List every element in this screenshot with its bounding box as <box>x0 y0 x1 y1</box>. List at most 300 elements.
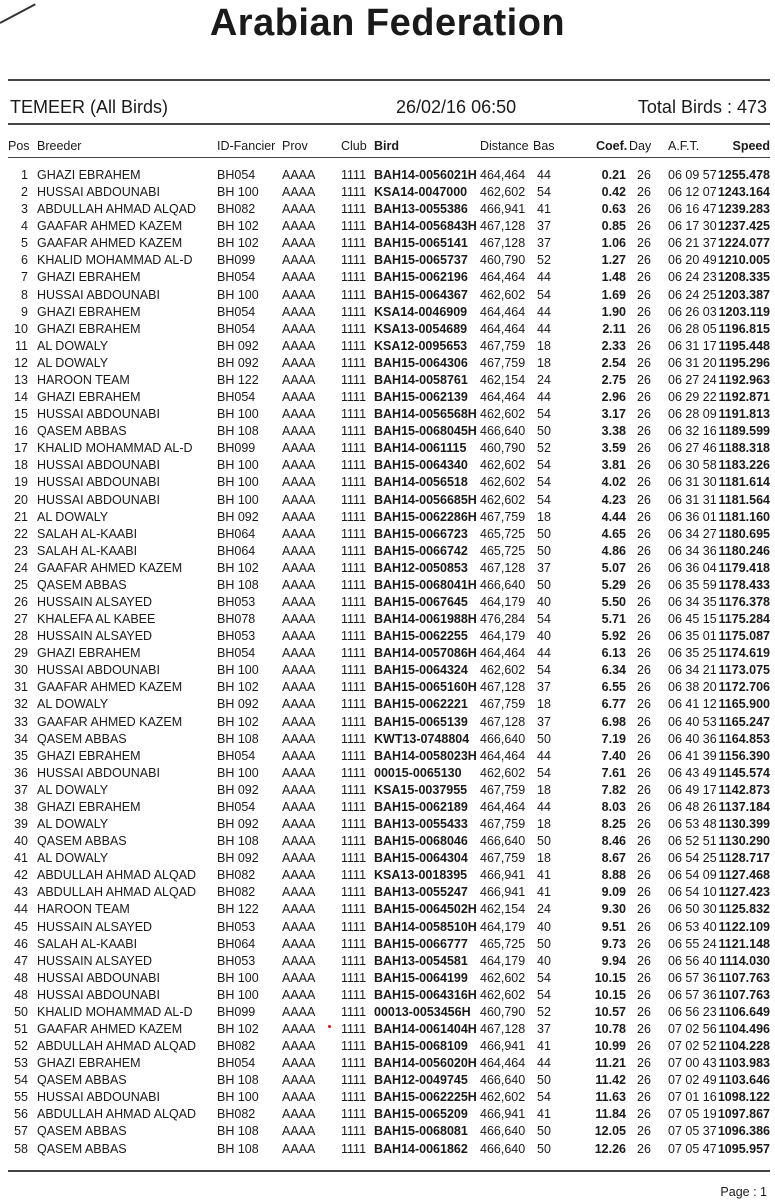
cell-distance: 462,602 <box>480 663 526 678</box>
cell-pos: 39 <box>14 817 28 832</box>
cell-breeder: AL DOWALY <box>37 338 109 353</box>
cell-coef: 9.30 <box>601 902 626 917</box>
cell-aft: 06 27 46 <box>668 441 717 456</box>
cell-club: 1111 <box>341 902 367 917</box>
cell-distance: 462,154 <box>480 902 526 917</box>
ink-dot-mark <box>328 1025 331 1028</box>
cell-aft: 06 56 23 <box>668 1004 717 1019</box>
cell-prov: AAAA <box>282 595 316 609</box>
cell-coef: 5.29 <box>601 577 626 592</box>
cell-breeder: KHALID MOHAMMAD AL-D <box>37 441 193 456</box>
cell-pos: 56 <box>14 1107 28 1122</box>
cell-coef: 9.94 <box>601 953 626 968</box>
cell-breeder: KHALID MOHAMMAD AL-D <box>37 1004 193 1019</box>
cell-id-fancier: BH054 <box>217 390 256 405</box>
cell-breeder: ABDULLAH AHMAD ALQAD <box>37 1107 197 1122</box>
cell-pos: 34 <box>14 731 28 746</box>
cell-id-fancier: BH 108 <box>217 424 259 439</box>
cell-coef: 1.90 <box>601 304 626 319</box>
cell-day: 26 <box>637 270 651 285</box>
cell-id-fancier: BH 092 <box>217 782 259 797</box>
cell-distance: 467,759 <box>480 697 526 712</box>
cell-bas: 54 <box>537 475 551 490</box>
cell-distance: 462,602 <box>480 475 526 490</box>
cell-day: 26 <box>637 219 651 234</box>
cell-aft: 07 05 19 <box>668 1107 717 1122</box>
cell-breeder: HUSSAIN ALSAYED <box>37 595 153 609</box>
cell-speed: 1130.290 <box>718 834 770 849</box>
cell-distance: 464,179 <box>480 629 526 644</box>
cell-prov: AAAA <box>282 782 316 797</box>
cell-distance: 464,464 <box>480 748 526 763</box>
cell-day: 26 <box>637 1141 651 1156</box>
cell-distance: 462,602 <box>480 1090 526 1105</box>
cell-id-fancier: BH082 <box>217 202 256 217</box>
cell-day: 26 <box>637 560 651 575</box>
cell-breeder: AL DOWALY <box>37 355 109 370</box>
cell-club: 1111 <box>341 680 367 695</box>
cell-bas: 44 <box>537 390 551 405</box>
cell-distance: 464,464 <box>480 799 526 814</box>
cell-coef: 10.15 <box>594 987 626 1002</box>
cell-aft: 07 00 43 <box>668 1056 717 1071</box>
cell-breeder: HUSSAI ABDOUNABI <box>37 492 160 507</box>
table-row <box>0 885 775 902</box>
cell-id-fancier: BH054 <box>217 168 256 182</box>
cell-day: 26 <box>637 407 651 422</box>
cell-breeder: HUSSAI ABDOUNABI <box>37 663 160 678</box>
cell-speed: 1192.871 <box>718 390 770 405</box>
cell-coef: 7.19 <box>601 731 626 746</box>
cell-bird: BAH15-0062255 <box>374 629 468 644</box>
table-row <box>0 305 775 322</box>
cell-breeder: HUSSAI ABDOUNABI <box>37 287 160 302</box>
cell-bas: 37 <box>537 236 551 251</box>
cell-prov: AAAA <box>282 714 316 729</box>
cell-bird: BAH15-0062286H <box>374 509 477 524</box>
table-row <box>0 168 775 185</box>
cell-id-fancier: BH054 <box>217 646 256 661</box>
cell-coef: 10.99 <box>594 1039 626 1054</box>
cell-id-fancier: BH 100 <box>217 1090 259 1105</box>
cell-bas: 54 <box>537 612 551 627</box>
cell-prov: AAAA <box>282 1090 316 1105</box>
cell-club: 1111 <box>341 219 367 234</box>
cell-club: 1111 <box>341 970 367 985</box>
cell-coef: 9.09 <box>601 885 626 900</box>
cell-pos: 14 <box>14 390 28 405</box>
cell-prov: AAAA <box>282 321 316 336</box>
cell-id-fancier: BH 102 <box>217 680 259 695</box>
cell-bird: BAH15-0066723 <box>374 526 468 541</box>
cell-distance: 464,464 <box>480 321 526 336</box>
cell-prov: AAAA <box>282 1039 316 1054</box>
cell-coef: 1.48 <box>601 270 626 285</box>
cell-day: 26 <box>637 1090 651 1105</box>
table-row <box>0 322 775 339</box>
cell-club: 1111 <box>341 612 367 627</box>
cell-speed: 1176.378 <box>718 595 770 609</box>
cell-aft: 06 35 59 <box>668 577 717 592</box>
cell-coef: 8.67 <box>601 851 626 866</box>
cell-aft: 06 34 35 <box>668 595 717 609</box>
cell-speed: 1189.599 <box>718 424 770 439</box>
cell-coef: 0.85 <box>601 219 626 234</box>
cell-prov: AAAA <box>282 936 316 951</box>
table-row <box>0 988 775 1005</box>
cell-breeder: GAAFAR AHMED KAZEM <box>37 219 183 234</box>
cell-coef: 3.17 <box>601 407 626 422</box>
cell-bas: 37 <box>537 680 551 695</box>
table-row <box>0 629 775 646</box>
table-row <box>0 817 775 834</box>
cell-bas: 54 <box>537 458 551 473</box>
cell-bas: 37 <box>537 1022 551 1036</box>
cell-club: 1111 <box>341 390 367 405</box>
cell-pos: 19 <box>14 475 28 490</box>
cell-day: 26 <box>637 441 651 456</box>
cell-distance: 467,128 <box>480 560 526 575</box>
cell-id-fancier: BH053 <box>217 595 256 609</box>
cell-day: 26 <box>637 253 651 268</box>
cell-club: 1111 <box>341 1107 367 1122</box>
cell-day: 26 <box>637 236 651 251</box>
cell-id-fancier: BH053 <box>217 629 256 644</box>
cell-bas: 41 <box>537 885 551 900</box>
cell-prov: AAAA <box>282 748 316 763</box>
cell-coef: 3.81 <box>601 458 626 473</box>
cell-day: 26 <box>637 338 651 353</box>
cell-aft: 06 52 51 <box>668 834 717 849</box>
cell-id-fancier: BH 100 <box>217 987 259 1002</box>
cell-coef: 2.54 <box>601 355 626 370</box>
cell-day: 26 <box>637 731 651 746</box>
cell-id-fancier: BH082 <box>217 1039 256 1054</box>
cell-prov: AAAA <box>282 697 316 712</box>
table-row <box>0 732 775 749</box>
table-row <box>0 663 775 680</box>
page-number: Page : 1 <box>720 1185 767 1199</box>
cell-pos: 25 <box>14 577 28 592</box>
cell-club: 1111 <box>341 168 367 182</box>
cell-speed: 1104.228 <box>718 1039 770 1054</box>
cell-pos: 47 <box>14 953 28 968</box>
cell-prov: AAAA <box>282 851 316 866</box>
cell-prov: AAAA <box>282 1056 316 1071</box>
cell-club: 1111 <box>341 817 367 832</box>
cell-distance: 466,640 <box>480 1124 526 1139</box>
cell-distance: 462,602 <box>480 458 526 473</box>
cell-day: 26 <box>637 663 651 678</box>
cell-prov: AAAA <box>282 287 316 302</box>
cell-prov: AAAA <box>282 1073 316 1088</box>
cell-prov: AAAA <box>282 970 316 985</box>
cell-breeder: QASEM ABBAS <box>37 1141 127 1156</box>
cell-distance: 462,154 <box>480 372 526 387</box>
cell-day: 26 <box>637 526 651 541</box>
cell-coef: 1.06 <box>601 236 626 251</box>
cell-bird: BAH13-0054581 <box>374 953 468 968</box>
cell-pos: 44 <box>14 902 28 917</box>
table-row <box>0 185 775 202</box>
cell-distance: 460,790 <box>480 441 526 456</box>
table-row <box>0 612 775 629</box>
cell-day: 26 <box>637 168 651 182</box>
cell-club: 1111 <box>341 1039 367 1054</box>
cell-id-fancier: BH 102 <box>217 1022 259 1036</box>
cell-breeder: AL DOWALY <box>37 782 109 797</box>
cell-breeder: GAAFAR AHMED KAZEM <box>37 236 183 251</box>
cell-coef: 7.61 <box>601 765 626 780</box>
cell-distance: 466,640 <box>480 577 526 592</box>
cell-distance: 464,179 <box>480 953 526 968</box>
cell-pos: 3 <box>21 202 28 217</box>
table-row <box>0 971 775 988</box>
cell-bas: 54 <box>537 407 551 422</box>
cell-breeder: HUSSAIN ALSAYED <box>37 919 153 934</box>
cell-distance: 465,725 <box>480 543 526 558</box>
cell-coef: 6.98 <box>601 714 626 729</box>
cell-day: 26 <box>637 817 651 832</box>
cell-bird: BAH15-0064340 <box>374 458 468 473</box>
cell-distance: 462,602 <box>480 407 526 422</box>
cell-distance: 466,941 <box>480 885 526 900</box>
cell-pos: 43 <box>14 885 28 900</box>
cell-bird: BAH15-0065141 <box>374 236 468 251</box>
cell-id-fancier: BH 092 <box>217 817 259 832</box>
cell-club: 1111 <box>341 236 367 251</box>
cell-bas: 44 <box>537 304 551 319</box>
cell-pos: 13 <box>14 372 28 387</box>
cell-distance: 462,602 <box>480 492 526 507</box>
cell-bird: KSA13-0018395 <box>374 868 468 883</box>
table-row <box>0 578 775 595</box>
cell-distance: 466,640 <box>480 1141 526 1156</box>
col-aft: A.F.T. <box>668 139 700 153</box>
cell-aft: 06 50 30 <box>668 902 717 917</box>
cell-distance: 465,725 <box>480 936 526 951</box>
cell-bas: 18 <box>537 338 551 353</box>
cell-pos: 45 <box>14 919 28 934</box>
cell-bird: BAH15-0062139 <box>374 390 468 405</box>
cell-prov: AAAA <box>282 817 316 832</box>
cell-speed: 1224.077 <box>717 236 770 251</box>
cell-pos: 36 <box>14 765 28 780</box>
table-row <box>0 1022 775 1039</box>
cell-speed: 1181.564 <box>718 492 770 507</box>
table-row <box>0 288 775 305</box>
cell-club: 1111 <box>341 748 367 763</box>
cell-bird: BAH15-0064502H <box>374 902 477 917</box>
cell-prov: AAAA <box>282 526 316 541</box>
cell-speed: 1104.496 <box>718 1022 770 1036</box>
cell-bird: BAH14-0056020H <box>374 1056 477 1071</box>
cell-id-fancier: BH 100 <box>217 970 259 985</box>
cell-prov: AAAA <box>282 1141 316 1156</box>
cell-aft: 06 36 04 <box>668 560 717 575</box>
table-row <box>0 527 775 544</box>
cell-club: 1111 <box>341 287 367 302</box>
cell-pos: 31 <box>14 680 28 695</box>
cell-id-fancier: BH 108 <box>217 1124 259 1139</box>
cell-pos: 26 <box>14 595 28 609</box>
cell-id-fancier: BH 102 <box>217 236 259 251</box>
cell-aft: 06 29 22 <box>668 390 717 405</box>
cell-prov: AAAA <box>282 424 316 439</box>
cell-breeder: GAAFAR AHMED KAZEM <box>37 560 183 575</box>
cell-bas: 52 <box>537 253 551 268</box>
cell-pos: 5 <box>21 236 28 251</box>
cell-coef: 0.63 <box>601 202 626 217</box>
cell-id-fancier: BH 108 <box>217 834 259 849</box>
cell-club: 1111 <box>341 646 367 661</box>
cell-bas: 37 <box>537 560 551 575</box>
cell-pos: 55 <box>14 1090 28 1105</box>
cell-breeder: HAROON TEAM <box>37 902 130 917</box>
cell-pos: 12 <box>14 355 28 370</box>
cell-breeder: GHAZI EBRAHEM <box>37 799 141 814</box>
cell-aft: 06 34 36 <box>668 543 717 558</box>
cell-pos: 30 <box>14 663 28 678</box>
cell-breeder: SALAH AL-KAABI <box>37 526 138 541</box>
cell-bird: BAH15-0065160H <box>374 680 477 695</box>
cell-prov: AAAA <box>282 680 316 695</box>
cell-breeder: GHAZI EBRAHEM <box>37 646 141 661</box>
cell-day: 26 <box>637 595 651 609</box>
cell-id-fancier: BH 102 <box>217 560 259 575</box>
cell-distance: 462,602 <box>480 287 526 302</box>
table-row <box>0 954 775 971</box>
cell-prov: AAAA <box>282 1124 316 1139</box>
cell-speed: 1191.813 <box>718 407 770 422</box>
cell-club: 1111 <box>341 560 367 575</box>
cell-breeder: AL DOWALY <box>37 509 109 524</box>
cell-bird: BAH15-0064367 <box>374 287 468 302</box>
cell-speed: 1175.087 <box>718 629 770 644</box>
table-row <box>0 493 775 510</box>
cell-bas: 54 <box>537 287 551 302</box>
cell-aft: 06 54 09 <box>668 868 717 883</box>
cell-pos: 22 <box>14 526 28 541</box>
cell-id-fancier: BH 100 <box>217 407 259 422</box>
cell-id-fancier: BH054 <box>217 748 256 763</box>
table-row <box>0 544 775 561</box>
cell-distance: 462,602 <box>480 185 526 200</box>
cell-club: 1111 <box>341 731 367 746</box>
cell-distance: 467,759 <box>480 851 526 866</box>
cell-pos: 41 <box>14 851 28 866</box>
table-row <box>0 1107 775 1124</box>
cell-aft: 06 21 37 <box>668 236 717 251</box>
cell-id-fancier: BH 122 <box>217 372 259 387</box>
cell-speed: 1210.005 <box>717 253 770 268</box>
cell-id-fancier: BH064 <box>217 543 256 558</box>
cell-aft: 06 31 31 <box>668 492 717 507</box>
cell-breeder: ABDULLAH AHMAD ALQAD <box>37 202 197 217</box>
cell-day: 26 <box>637 202 651 217</box>
cell-bird: BAH15-0068046 <box>374 834 468 849</box>
cell-bas: 44 <box>537 168 551 182</box>
cell-speed: 1255.478 <box>717 168 770 182</box>
cell-distance: 466,640 <box>480 834 526 849</box>
cell-distance: 466,640 <box>480 424 526 439</box>
cell-pos: 32 <box>14 697 28 712</box>
cell-aft: 06 17 30 <box>668 219 717 234</box>
cell-bas: 54 <box>537 987 551 1002</box>
cell-club: 1111 <box>341 782 367 797</box>
cell-bird: BAH14-0058761 <box>374 372 468 387</box>
cell-prov: AAAA <box>282 219 316 234</box>
cell-distance: 464,179 <box>480 595 526 609</box>
cell-id-fancier: BH054 <box>217 304 256 319</box>
cell-id-fancier: BH 100 <box>217 492 259 507</box>
cell-breeder: ABDULLAH AHMAD ALQAD <box>37 885 197 900</box>
cell-id-fancier: BH054 <box>217 321 256 336</box>
cell-bas: 54 <box>537 663 551 678</box>
cell-bas: 18 <box>537 355 551 370</box>
cell-bird: BAH14-0061404H <box>374 1022 477 1036</box>
cell-day: 26 <box>637 714 651 729</box>
cell-distance: 466,941 <box>480 202 526 217</box>
cell-id-fancier: BH 092 <box>217 509 259 524</box>
cell-club: 1111 <box>341 304 367 319</box>
cell-speed: 1164.853 <box>718 731 770 746</box>
cell-coef: 10.15 <box>594 970 626 985</box>
cell-club: 1111 <box>341 1022 367 1036</box>
cell-bird: BAH13-0055386 <box>374 202 468 217</box>
cell-day: 26 <box>637 1107 651 1122</box>
cell-breeder: ABDULLAH AHMAD ALQAD <box>37 1039 197 1054</box>
cell-distance: 462,602 <box>480 970 526 985</box>
cell-bas: 52 <box>537 1004 551 1019</box>
cell-pos: 48 <box>14 970 28 985</box>
cell-speed: 1125.832 <box>718 902 770 917</box>
cell-coef: 6.34 <box>601 663 626 678</box>
table-row <box>0 1073 775 1090</box>
cell-speed: 1142.873 <box>718 782 770 797</box>
cell-distance: 467,128 <box>480 219 526 234</box>
cell-distance: 462,602 <box>480 987 526 1002</box>
cell-aft: 06 35 01 <box>668 629 717 644</box>
cell-bas: 54 <box>537 492 551 507</box>
cell-speed: 1180.695 <box>718 526 770 541</box>
cell-speed: 1239.283 <box>717 202 770 217</box>
cell-pos: 21 <box>14 509 28 524</box>
cell-id-fancier: BH 100 <box>217 185 259 200</box>
cell-prov: AAAA <box>282 236 316 251</box>
cell-coef: 5.71 <box>601 612 626 627</box>
cell-bird: BAH15-0064324 <box>374 663 468 678</box>
cell-club: 1111 <box>341 1073 367 1088</box>
cell-pos: 57 <box>14 1124 28 1139</box>
cell-prov: AAAA <box>282 765 316 780</box>
cell-coef: 8.25 <box>601 817 626 832</box>
cell-bird: BAH12-0049745 <box>374 1073 468 1088</box>
cell-bas: 44 <box>537 270 551 285</box>
cell-bird: BAH15-0064306 <box>374 355 468 370</box>
cell-speed: 1103.646 <box>718 1073 770 1088</box>
table-row <box>0 680 775 697</box>
cell-breeder: QASEM ABBAS <box>37 731 127 746</box>
cell-day: 26 <box>637 321 651 336</box>
cell-bas: 50 <box>537 424 551 439</box>
cell-aft: 06 31 20 <box>668 355 717 370</box>
cell-day: 26 <box>637 543 651 558</box>
cell-distance: 462,602 <box>480 765 526 780</box>
cell-aft: 06 57 36 <box>668 970 717 985</box>
cell-bird: BAH13-0055433 <box>374 817 468 832</box>
cell-prov: AAAA <box>282 185 316 200</box>
